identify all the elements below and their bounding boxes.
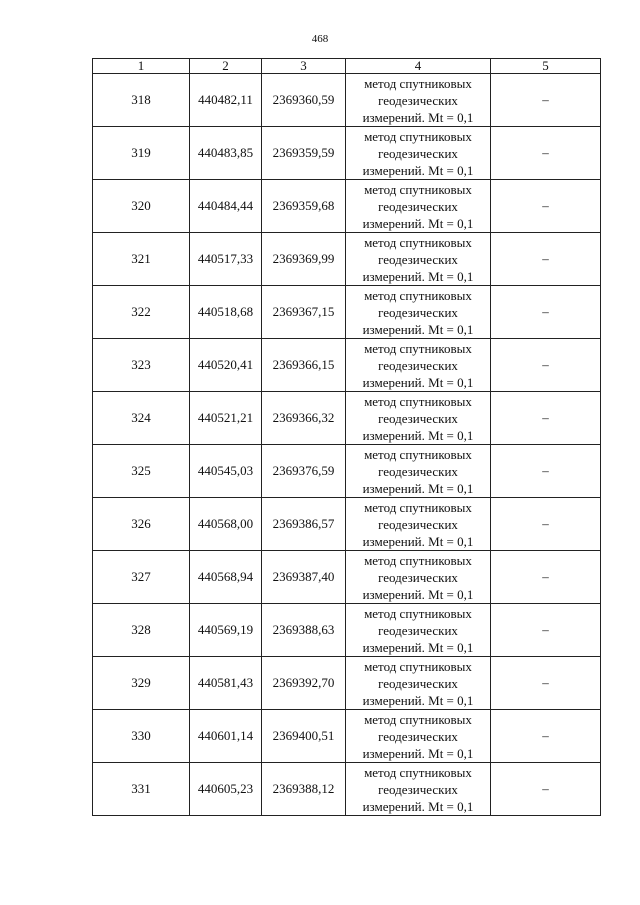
method-cell <box>346 233 491 286</box>
method-line: геодезических <box>378 622 458 638</box>
column-header: 1 <box>93 59 190 74</box>
method-line: измерений. Mt = 0,1 <box>362 639 474 655</box>
method-line: метод спутниковых <box>364 393 472 409</box>
note-cell: – <box>491 392 601 445</box>
method-line: геодезических <box>378 410 458 426</box>
method-line: измерений. Mt = 0,1 <box>362 215 474 231</box>
table-row <box>93 551 601 604</box>
method-line: измерений. Mt = 0,1 <box>362 586 474 602</box>
x-coordinate-cell: 440545,03 <box>190 445 262 498</box>
point-number-cell: 320 <box>93 180 190 233</box>
y-coordinate-cell: 2369360,59 <box>262 74 346 127</box>
note-cell: – <box>491 763 601 816</box>
method-line: геодезических <box>378 675 458 691</box>
method-line: метод спутниковых <box>364 446 472 462</box>
y-coordinate-cell: 2369392,70 <box>262 657 346 710</box>
method-cell <box>346 657 491 710</box>
method-line: геодезических <box>378 304 458 320</box>
y-coordinate-cell: 2369400,51 <box>262 710 346 763</box>
method-line: метод спутниковых <box>364 658 472 674</box>
table-row <box>93 339 601 392</box>
table-row <box>93 286 601 339</box>
method-line: геодезических <box>378 463 458 479</box>
method-line: геодезических <box>378 92 458 108</box>
point-number-cell: 318 <box>93 74 190 127</box>
method-line: геодезических <box>378 357 458 373</box>
y-coordinate-cell: 2369386,57 <box>262 498 346 551</box>
x-coordinate-cell: 440521,21 <box>190 392 262 445</box>
y-coordinate-cell: 2369367,15 <box>262 286 346 339</box>
method-line: геодезических <box>378 569 458 585</box>
x-coordinate-cell: 440568,94 <box>190 551 262 604</box>
method-line: метод спутниковых <box>364 764 472 780</box>
method-line: метод спутниковых <box>364 605 472 621</box>
point-number-cell: 325 <box>93 445 190 498</box>
x-coordinate-cell: 440517,33 <box>190 233 262 286</box>
note-cell: – <box>491 710 601 763</box>
table-row <box>93 604 601 657</box>
method-cell <box>346 498 491 551</box>
method-line: метод спутниковых <box>364 181 472 197</box>
note-cell: – <box>491 339 601 392</box>
method-cell <box>346 710 491 763</box>
method-line: измерений. Mt = 0,1 <box>362 321 474 337</box>
method-line: метод спутниковых <box>364 552 472 568</box>
method-cell <box>346 180 491 233</box>
method-cell <box>346 445 491 498</box>
method-line: геодезических <box>378 781 458 797</box>
point-number-cell: 331 <box>93 763 190 816</box>
method-line: измерений. Mt = 0,1 <box>362 109 474 125</box>
point-number-cell: 322 <box>93 286 190 339</box>
method-line: метод спутниковых <box>364 287 472 303</box>
page-number: 468 <box>311 33 329 45</box>
method-cell <box>346 551 491 604</box>
note-cell: – <box>491 127 601 180</box>
y-coordinate-cell: 2369388,63 <box>262 604 346 657</box>
method-line: метод спутниковых <box>364 499 472 515</box>
method-line: измерений. Mt = 0,1 <box>362 692 474 708</box>
method-line: геодезических <box>378 516 458 532</box>
column-header: 3 <box>262 59 346 74</box>
y-coordinate-cell: 2369366,32 <box>262 392 346 445</box>
note-cell: – <box>491 657 601 710</box>
method-line: измерений. Mt = 0,1 <box>362 798 474 814</box>
x-coordinate-cell: 440568,00 <box>190 498 262 551</box>
method-line: измерений. Mt = 0,1 <box>362 162 474 178</box>
x-coordinate-cell: 440605,23 <box>190 763 262 816</box>
point-number-cell: 323 <box>93 339 190 392</box>
point-number-cell: 319 <box>93 127 190 180</box>
method-line: измерений. Mt = 0,1 <box>362 480 474 496</box>
table-row <box>93 710 601 763</box>
point-number-cell: 328 <box>93 604 190 657</box>
x-coordinate-cell: 440483,85 <box>190 127 262 180</box>
method-line: измерений. Mt = 0,1 <box>362 427 474 443</box>
column-header: 2 <box>190 59 262 74</box>
x-coordinate-cell: 440601,14 <box>190 710 262 763</box>
method-line: измерений. Mt = 0,1 <box>362 374 474 390</box>
method-line: измерений. Mt = 0,1 <box>362 268 474 284</box>
method-line: геодезических <box>378 145 458 161</box>
table-row <box>93 445 601 498</box>
method-line: геодезических <box>378 728 458 744</box>
column-header: 4 <box>346 59 491 74</box>
method-line: метод спутниковых <box>364 234 472 250</box>
note-cell: – <box>491 233 601 286</box>
point-number-cell: 327 <box>93 551 190 604</box>
y-coordinate-cell: 2369369,99 <box>262 233 346 286</box>
note-cell: – <box>491 604 601 657</box>
method-line: измерений. Mt = 0,1 <box>362 745 474 761</box>
method-cell <box>346 339 491 392</box>
table-row <box>93 392 601 445</box>
method-cell <box>346 286 491 339</box>
note-cell: – <box>491 74 601 127</box>
method-line: геодезических <box>378 251 458 267</box>
y-coordinate-cell: 2369366,15 <box>262 339 346 392</box>
point-number-cell: 330 <box>93 710 190 763</box>
table-row <box>93 74 601 127</box>
y-coordinate-cell: 2369376,59 <box>262 445 346 498</box>
x-coordinate-cell: 440520,41 <box>190 339 262 392</box>
note-cell: – <box>491 286 601 339</box>
method-line: метод спутниковых <box>364 128 472 144</box>
method-line: метод спутниковых <box>364 75 472 91</box>
y-coordinate-cell: 2369388,12 <box>262 763 346 816</box>
point-number-cell: 321 <box>93 233 190 286</box>
method-cell <box>346 127 491 180</box>
table-row <box>93 233 601 286</box>
method-line: геодезических <box>378 198 458 214</box>
note-cell: – <box>491 498 601 551</box>
point-number-cell: 324 <box>93 392 190 445</box>
method-cell <box>346 604 491 657</box>
y-coordinate-cell: 2369359,68 <box>262 180 346 233</box>
x-coordinate-cell: 440482,11 <box>190 74 262 127</box>
method-cell <box>346 74 491 127</box>
note-cell: – <box>491 445 601 498</box>
table-row <box>93 127 601 180</box>
table-row <box>93 763 601 816</box>
y-coordinate-cell: 2369387,40 <box>262 551 346 604</box>
coordinates-table <box>92 58 601 816</box>
point-number-cell: 329 <box>93 657 190 710</box>
x-coordinate-cell: 440518,68 <box>190 286 262 339</box>
column-header: 5 <box>491 59 601 74</box>
note-cell: – <box>491 180 601 233</box>
method-line: измерений. Mt = 0,1 <box>362 533 474 549</box>
y-coordinate-cell: 2369359,59 <box>262 127 346 180</box>
header-row <box>93 59 601 74</box>
table-row <box>93 498 601 551</box>
x-coordinate-cell: 440569,19 <box>190 604 262 657</box>
table-row <box>93 657 601 710</box>
note-cell: – <box>491 551 601 604</box>
table-row <box>93 180 601 233</box>
method-cell <box>346 763 491 816</box>
method-cell <box>346 392 491 445</box>
method-line: метод спутниковых <box>364 711 472 727</box>
method-line: метод спутниковых <box>364 340 472 356</box>
point-number-cell: 326 <box>93 498 190 551</box>
x-coordinate-cell: 440581,43 <box>190 657 262 710</box>
x-coordinate-cell: 440484,44 <box>190 180 262 233</box>
